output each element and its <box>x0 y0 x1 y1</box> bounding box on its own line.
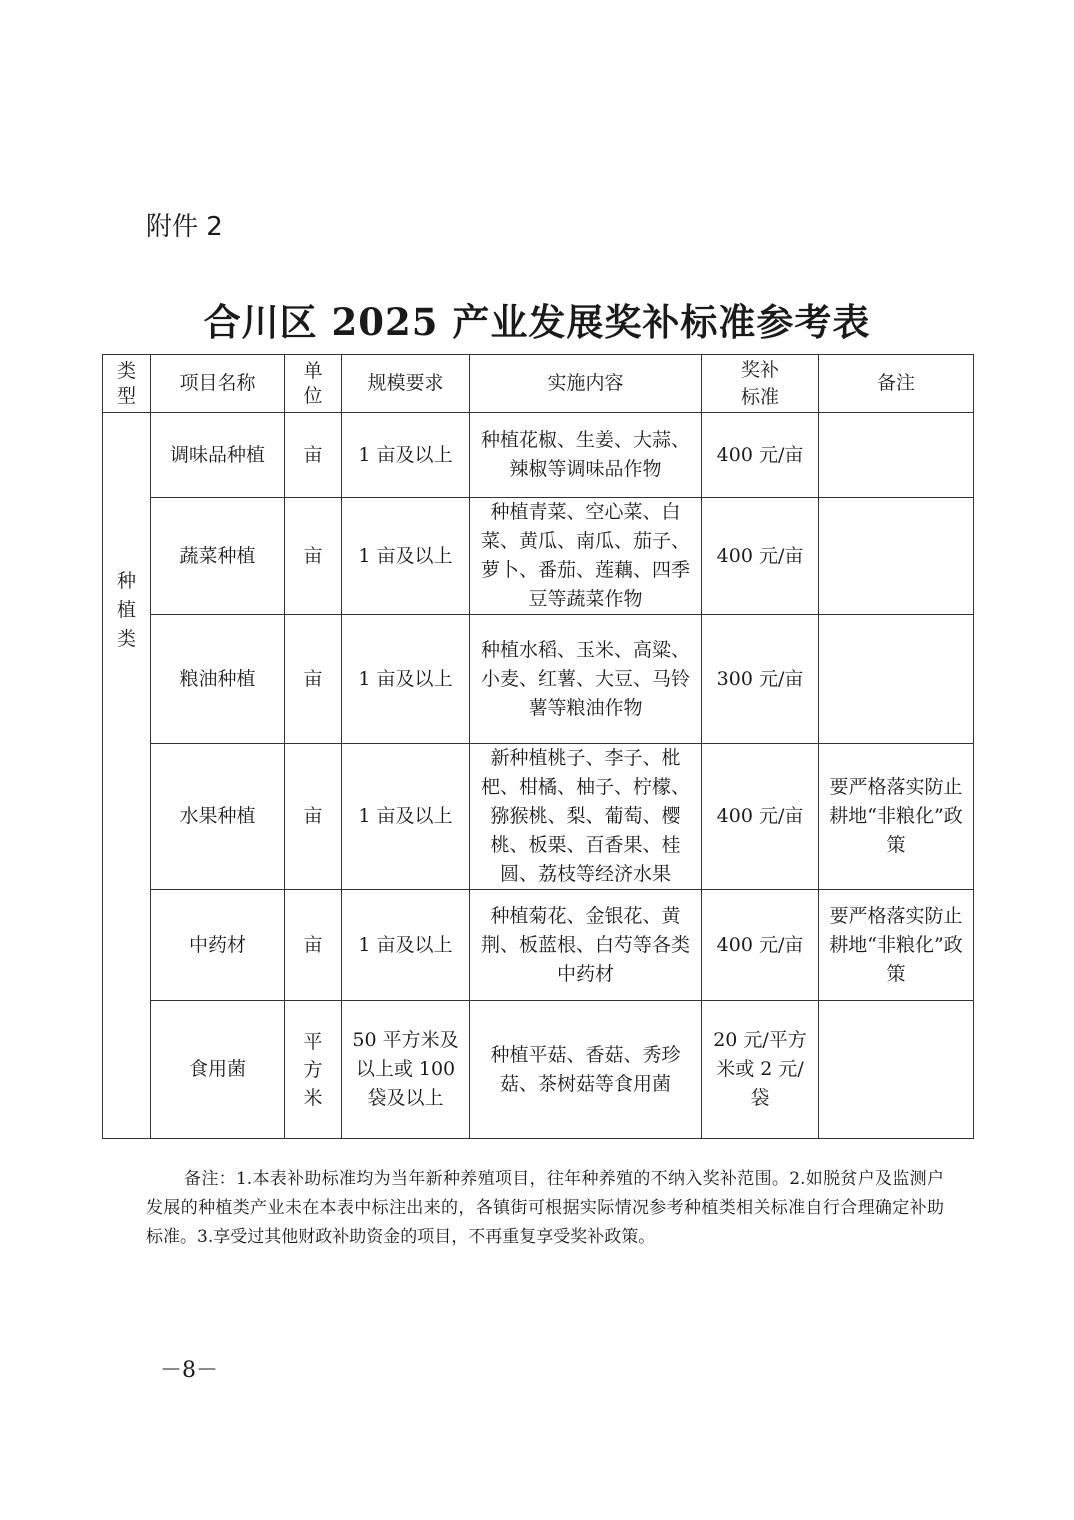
table-row <box>103 413 974 498</box>
scale-cell: 1 亩及以上 <box>342 498 470 615</box>
footnote: 备注：1.本表补助标准均为当年新种养殖项目，往年种养殖的不纳入奖补范围。2.如脱贫户及监测户发展的种植类产业未在本表中标注出来的，各镇街可根据实际情况参考种植类相关标准自行合理确定补助标准。3.享受过其他财政补助资金的项目，不再重复享受奖补政策。 <box>146 1169 944 1247</box>
content-cell: 种植花椒、生姜、大蒜、辣椒等调味品作物 <box>470 413 702 498</box>
header-remark: 备注 <box>819 355 974 413</box>
table-row <box>103 615 974 744</box>
project-name: 食用菌 <box>151 1001 285 1139</box>
project-name: 中药材 <box>151 890 285 1001</box>
content-cell: 种植平菇、香菇、秀珍菇、茶树菇等食用菌 <box>470 1001 702 1139</box>
table-row <box>103 744 974 890</box>
header-scale: 规模要求 <box>342 355 470 413</box>
standard-cell: 400 元/亩 <box>702 890 819 1001</box>
project-name: 调味品种植 <box>151 413 285 498</box>
table-header-row <box>103 355 974 413</box>
content-cell: 新种植桃子、李子、枇杷、柑橘、柚子、柠檬、猕猴桃、梨、葡萄、樱桃、板栗、百香果、桂圆、荔枝等经济水果 <box>470 744 702 890</box>
scale-cell: 50 平方米及以上或 100 袋及以上 <box>342 1001 470 1139</box>
content-cell: 种植菊花、金银花、黄荆、板蓝根、白芍等各类中药材 <box>470 890 702 1001</box>
table-row <box>103 890 974 1001</box>
standard-cell: 400 元/亩 <box>702 498 819 615</box>
remark-cell <box>819 1001 974 1139</box>
header-type: 类 型 <box>103 355 151 413</box>
unit-cell: 亩 <box>285 890 342 1001</box>
unit-cell: 亩 <box>285 615 342 744</box>
content-cell: 种植青菜、空心菜、白菜、黄瓜、南瓜、茄子、萝卜、番茄、莲藕、四季豆等蔬菜作物 <box>470 498 702 615</box>
header-project-name: 项目名称 <box>151 355 285 413</box>
scale-cell: 1 亩及以上 <box>342 615 470 744</box>
unit-cell: 平 方 米 <box>285 1001 342 1139</box>
scale-cell: 1 亩及以上 <box>342 890 470 1001</box>
remark-cell: 要严格落实防止耕地“非粮化”政策 <box>819 744 974 890</box>
remark-cell: 要严格落实防止耕地“非粮化”政策 <box>819 890 974 1001</box>
content-cell: 种植水稻、玉米、高粱、小麦、红薯、大豆、马铃薯等粮油作物 <box>470 615 702 744</box>
document-title: 合川区 2025 产业发展奖补标准参考表 <box>203 300 871 344</box>
unit-cell: 亩 <box>285 413 342 498</box>
subsidy-standard-table <box>102 354 974 1139</box>
remark-cell <box>819 498 974 615</box>
project-name: 粮油种植 <box>151 615 285 744</box>
header-content: 实施内容 <box>470 355 702 413</box>
remark-cell <box>819 413 974 498</box>
page-number: －8－ <box>160 1358 218 1383</box>
scale-cell: 1 亩及以上 <box>342 413 470 498</box>
standard-cell: 400 元/亩 <box>702 744 819 890</box>
category-cell: 种 植 类 <box>103 413 151 1139</box>
table-row <box>103 1001 974 1139</box>
header-unit: 单 位 <box>285 355 342 413</box>
header-standard: 奖补 标准 <box>702 355 819 413</box>
attachment-label: 附件 2 <box>146 212 223 242</box>
project-name: 水果种植 <box>151 744 285 890</box>
table-row <box>103 498 974 615</box>
unit-cell: 亩 <box>285 744 342 890</box>
remark-cell <box>819 615 974 744</box>
unit-cell: 亩 <box>285 498 342 615</box>
standard-cell: 20 元/平方米或 2 元/袋 <box>702 1001 819 1139</box>
standard-cell: 300 元/亩 <box>702 615 819 744</box>
project-name: 蔬菜种植 <box>151 498 285 615</box>
scale-cell: 1 亩及以上 <box>342 744 470 890</box>
standard-cell: 400 元/亩 <box>702 413 819 498</box>
